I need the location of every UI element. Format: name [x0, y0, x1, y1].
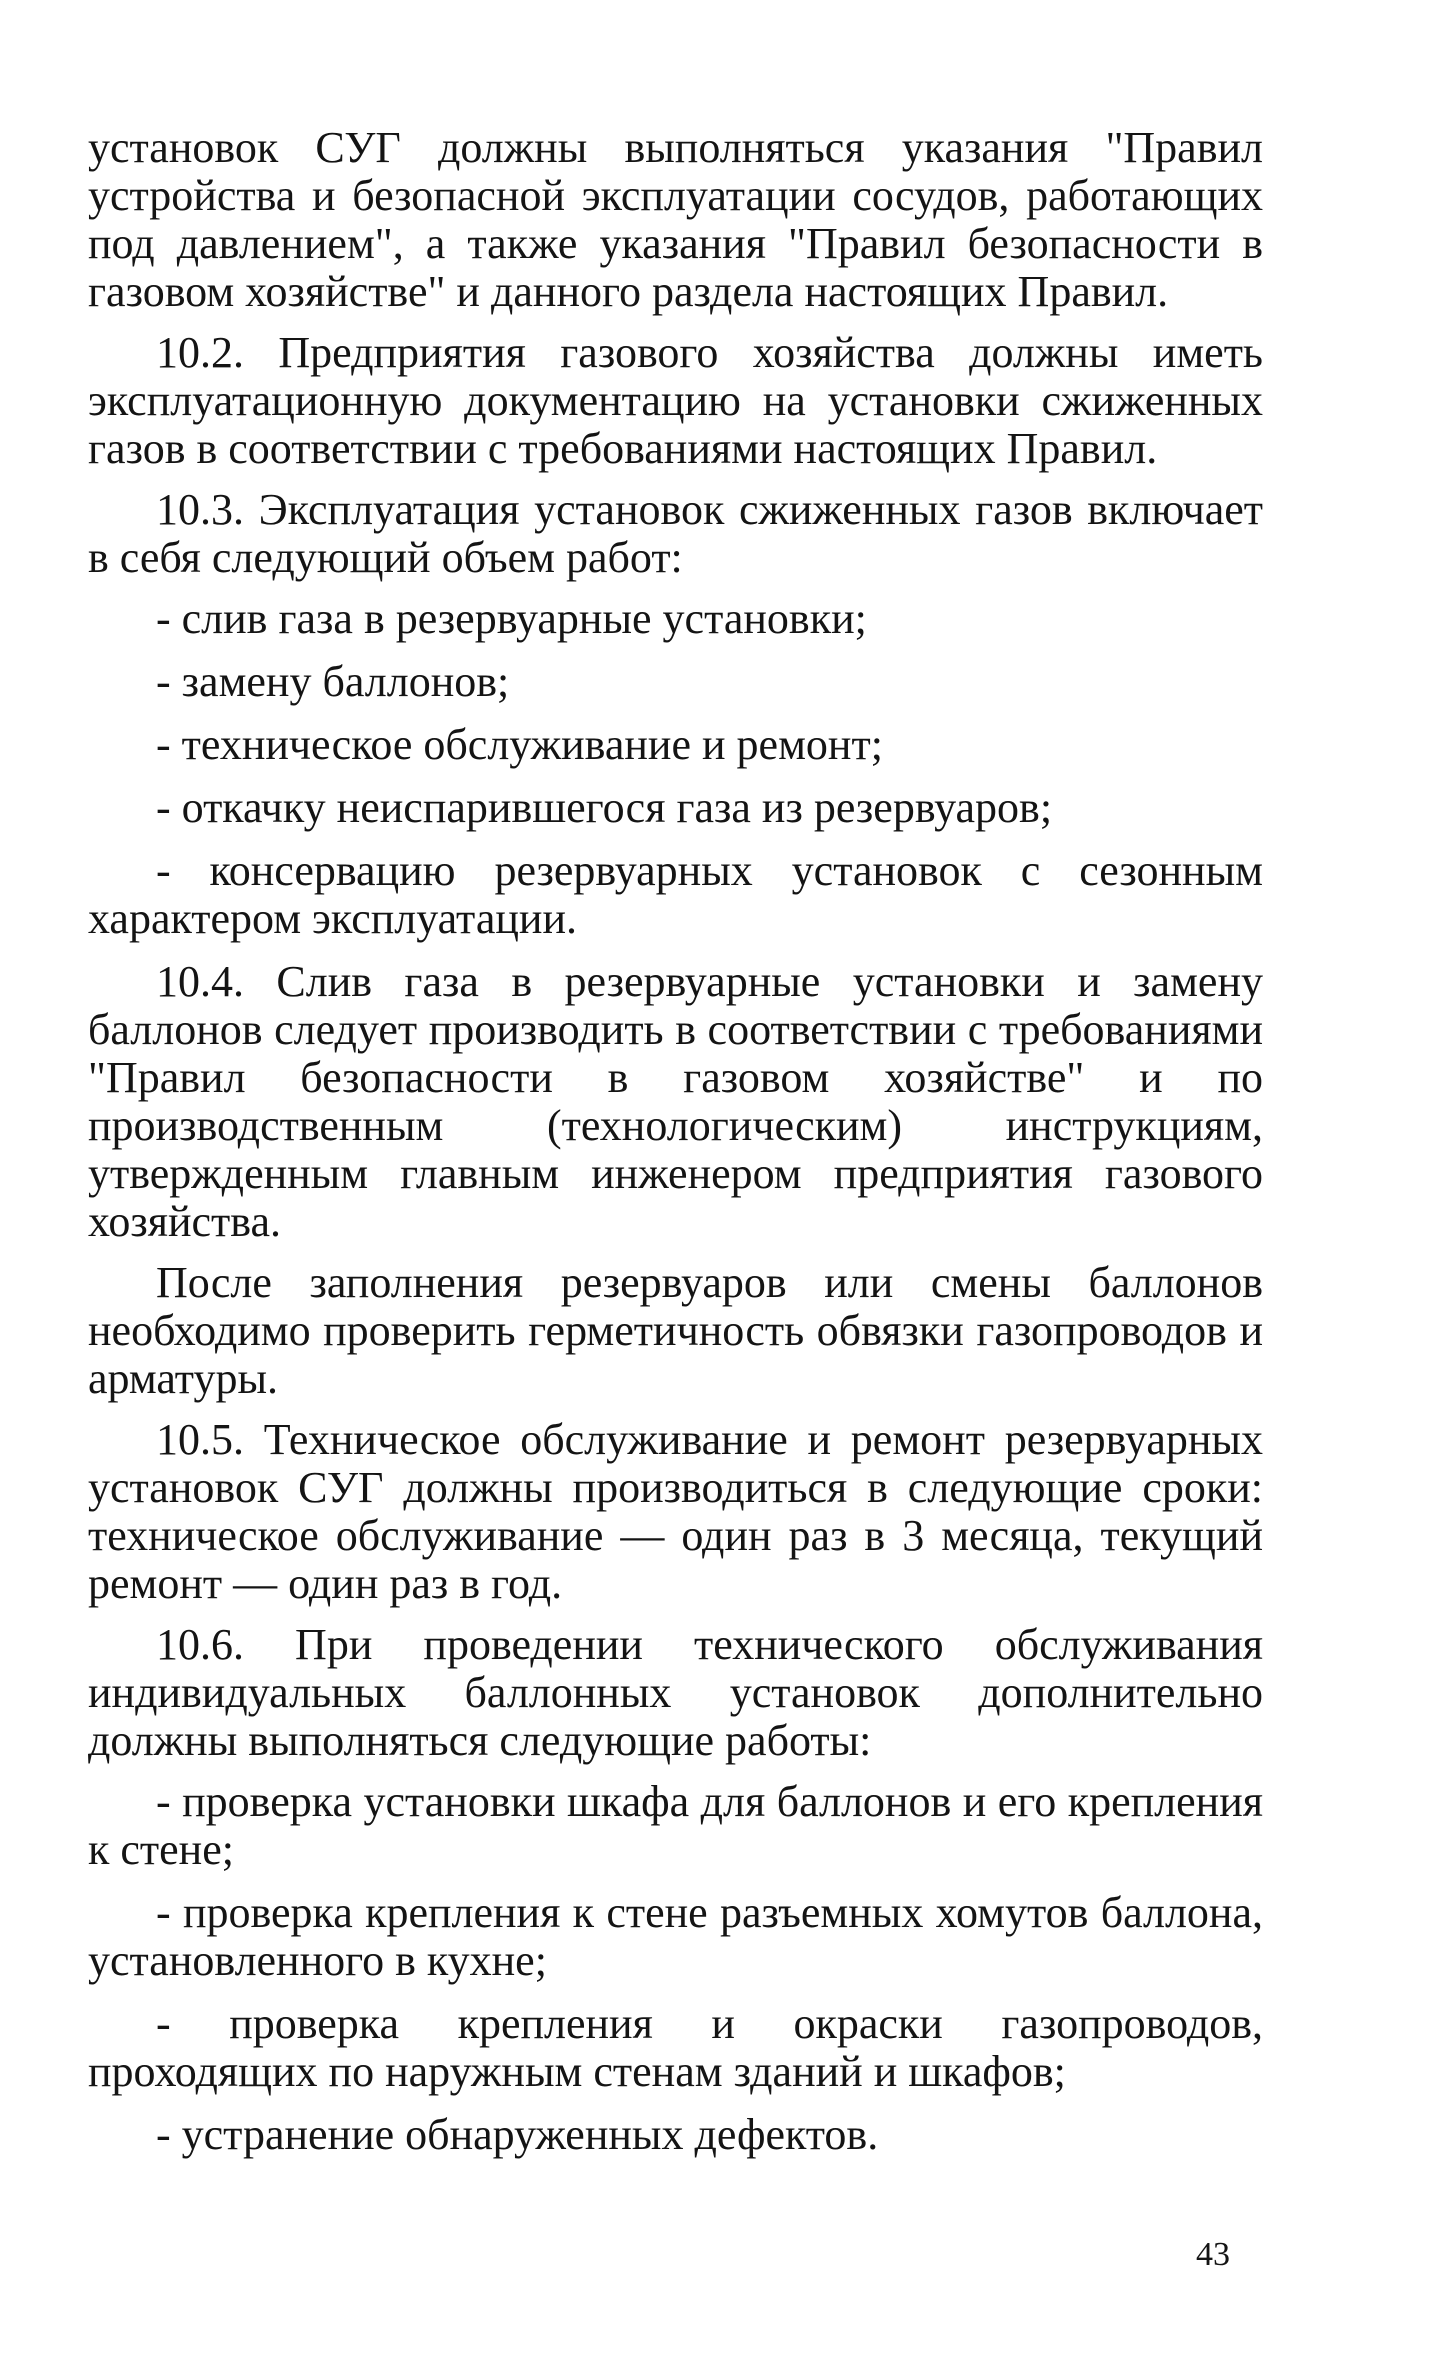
- paragraph-10-2: 10.2. Предприятия газового хозяйства должны иметь эксплуатационную документацию на установки сжиженных газов в соответствии с требованиями настоящих Правил.: [88, 328, 1263, 473]
- list-item: - проверка установки шкафа для баллонов и его крепления к стене;: [88, 1777, 1263, 1874]
- list-item: - устранение обнаруженных дефектов.: [156, 2110, 879, 2159]
- paragraph-continuation: установок СУГ должны выполняться указания "Правил устройства и безопасной эксплуатации сосудов, работающих под давлением", а также указания "Правил безопасности в газовом хозяйстве" и данного раздела настоящих Правил.: [88, 123, 1263, 316]
- paragraph-10-6: 10.6. При проведении технического обслуживания индивидуальных баллонных установок дополнительно должны выполняться следующие работы:: [88, 1620, 1263, 1765]
- paragraph-10-4: 10.4. Слив газа в резервуарные установки и замену баллонов следует производить в соответствии с требованиями "Правил безопасности в газовом хозяйстве" и по производственным (технологическим) инструкциям, утвержденным главным инженером предприятия газового хозяйства.: [88, 957, 1263, 1246]
- list-item: - замену баллонов;: [156, 657, 510, 706]
- list-item: - техническое обслуживание и ремонт;: [156, 720, 883, 769]
- list-item: - проверка крепления к стене разъемных хомутов баллона, установленного в кухне;: [88, 1888, 1263, 1985]
- page-number: 43: [1196, 2236, 1230, 2273]
- list-item: - консервацию резервуарных установок с сезонным характером эксплуатации.: [88, 846, 1263, 943]
- page-text: [88, 124, 1263, 2174]
- paragraph-10-5: 10.5. Техническое обслуживание и ремонт резервуарных установок СУГ должны производиться в следующие сроки: техническое обслуживание — один раз в 3 месяца, текущий ремонт — один раз в год.: [88, 1415, 1263, 1608]
- paragraph-after-filling: После заполнения резервуаров или смены баллонов необходимо проверить герметичность обвязки газопроводов и арматуры.: [88, 1258, 1263, 1403]
- list-item: - слив газа в резервуарные установки;: [156, 594, 867, 643]
- list-item: - откачку неиспарившегося газа из резервуаров;: [156, 783, 1053, 832]
- list-item: - проверка крепления и окраски газопроводов, проходящих по наружным стенам зданий и шкафов;: [88, 1999, 1263, 2096]
- paragraph-10-3: 10.3. Эксплуатация установок сжиженных газов включает в себя следующий объем работ:: [88, 485, 1263, 582]
